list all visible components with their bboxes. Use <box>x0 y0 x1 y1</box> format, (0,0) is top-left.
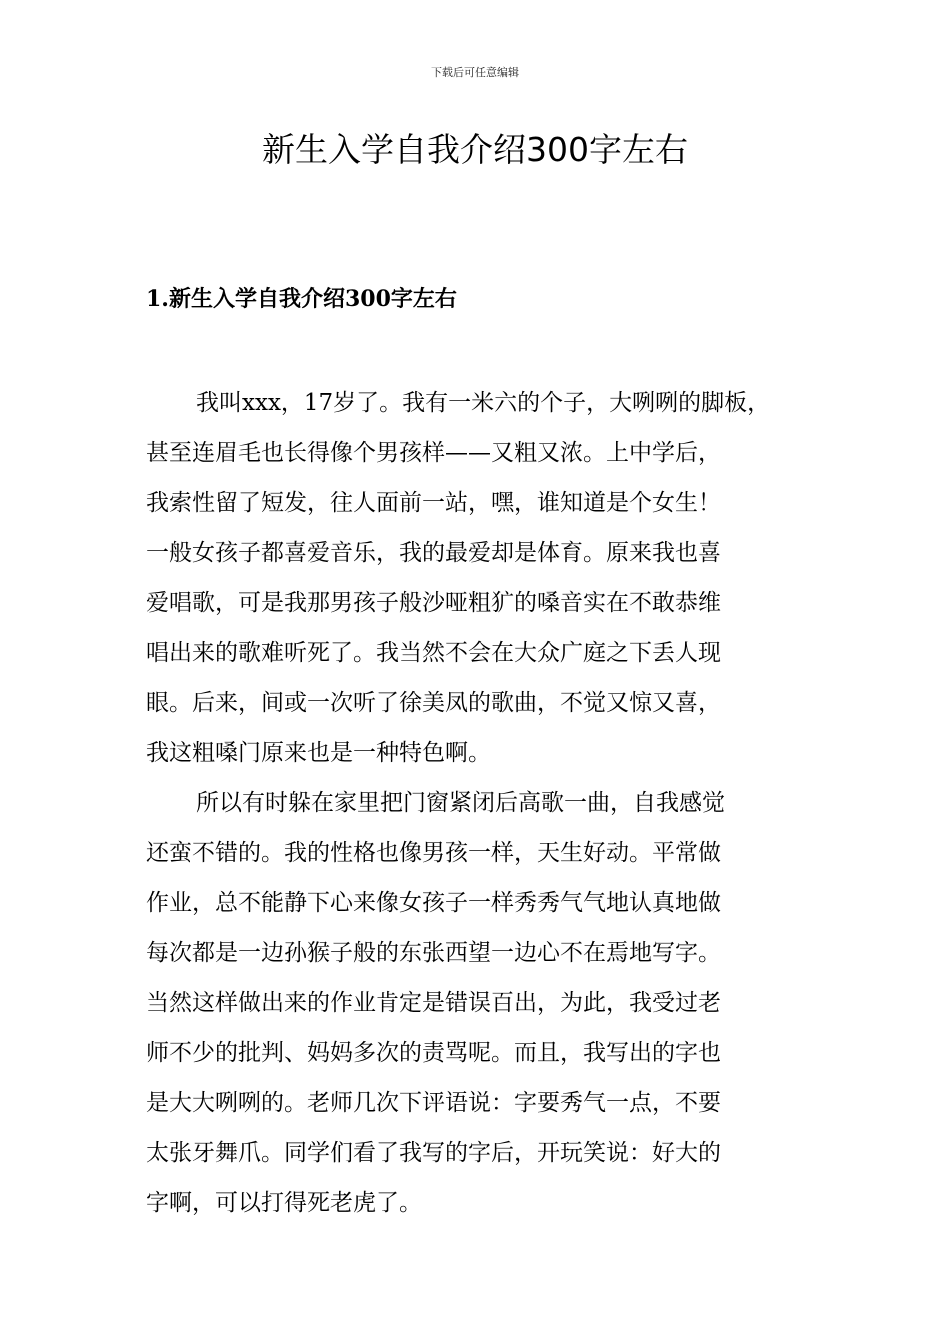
paragraph-2 <box>146 778 836 1228</box>
header-note: 下载后可任意编辑 <box>431 66 519 79</box>
text-line: 我这粗嗓门原来也是一种特色啊。 <box>146 740 491 766</box>
text-line: 师不少的批判、妈妈多次的责骂呢。而且，我写出的字也 <box>146 1040 721 1066</box>
text-line: 一般女孩子都喜爱音乐，我的最爱却是体育。原来我也喜 <box>146 540 721 566</box>
section-heading: 1.新生入学自我介绍300字左右 <box>146 286 457 312</box>
text-line: 每次都是一边孙猴子般的东张西望一边心不在焉地写字。 <box>146 940 721 966</box>
text-line: 所以有时躲在家里把门窗紧闭后高歌一曲，自我感觉 <box>196 790 725 816</box>
text-line: 太张牙舞爪。同学们看了我写的字后，开玩笑说：好大的 <box>146 1140 721 1166</box>
text-line: 是大大咧咧的。老师几次下评语说：字要秀气一点，不要 <box>146 1090 721 1116</box>
document-title: 新生入学自我介绍300字左右 <box>262 130 688 169</box>
body-text <box>146 378 836 1228</box>
text-line: 当然这样做出来的作业肯定是错误百出，为此，我受过老 <box>146 990 721 1016</box>
text-line: 我索性留了短发，往人面前一站，嘿，谁知道是个女生！ <box>146 490 721 516</box>
text-line: 字啊，可以打得死老虎了。 <box>146 1190 422 1216</box>
paragraph-1 <box>146 378 836 778</box>
text-line: 爱唱歌，可是我那男孩子般沙哑粗犷的嗓音实在不敢恭维 <box>146 590 721 616</box>
text-line: 还蛮不错的。我的性格也像男孩一样，天生好动。平常做 <box>146 840 721 866</box>
text-line: 唱出来的歌难听死了。我当然不会在大众广庭之下丢人现 <box>146 640 721 666</box>
text-line: 我叫xxx，17岁了。我有一米六的个子，大咧咧的脚板， <box>196 390 771 416</box>
text-line: 作业，总不能静下心来像女孩子一样秀秀气气地认真地做 <box>146 890 721 916</box>
text-line: 甚至连眉毛也长得像个男孩样——又粗又浓。上中学后， <box>146 440 721 466</box>
text-line: 眼。后来，间或一次听了徐美凤的歌曲，不觉又惊又喜， <box>146 690 721 716</box>
